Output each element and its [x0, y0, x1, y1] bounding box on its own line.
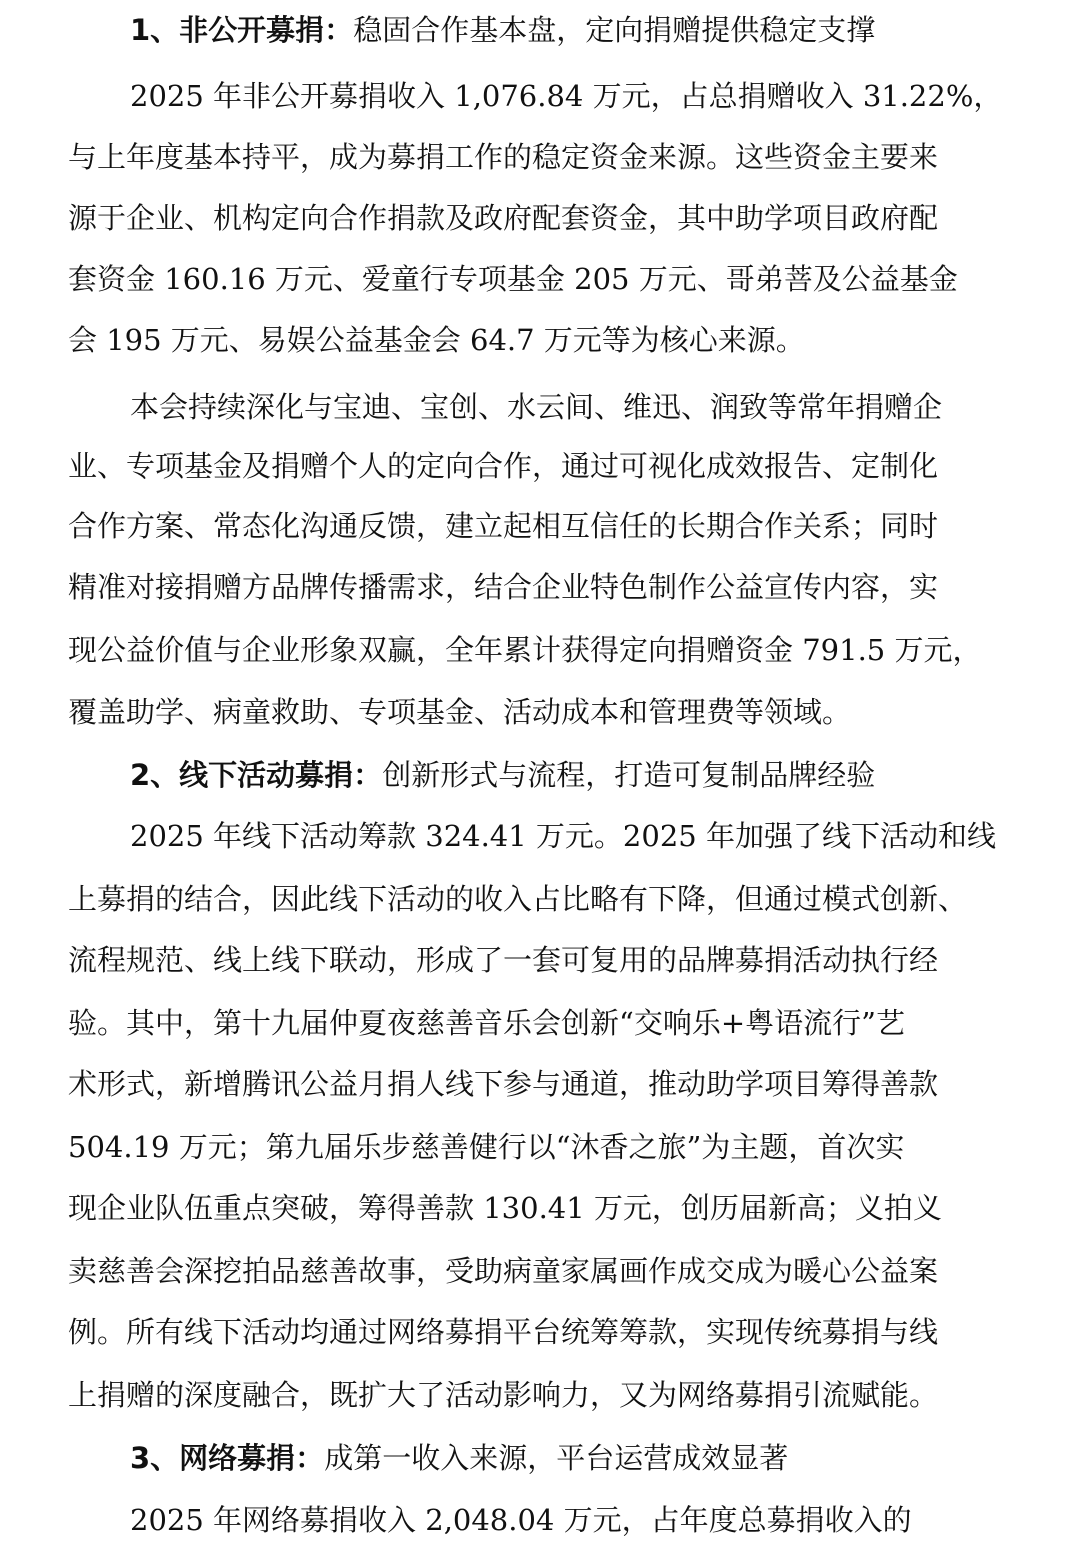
paragraph-line: 合作方案、常态化沟通反馈，建立起相互信任的长期合作关系；同时: [68, 509, 939, 543]
paragraph-line: 现公益价值与企业形象双赢，全年累计获得定向捐赠资金 791.5 万元，: [68, 633, 982, 667]
section-2-heading: [130, 745, 1020, 805]
paragraph-line: 本会持续深化与宝迪、宝创、水云间、维迅、润致等常年捐赠企: [130, 390, 943, 424]
paragraph-line: 覆盖助学、病童救助、专项基金、活动成本和管理费等领域。: [68, 695, 852, 729]
paragraph-line: 2025 年线下活动筹款 324.41 万元。2025 年加强了线下活动和线: [130, 819, 996, 853]
section-3-heading-label: 3、网络募捐：: [130, 1441, 325, 1475]
paragraph-line: 例。所有线下活动均通过网络募捐平台统筹筹款，实现传统募捐与线: [68, 1315, 939, 1349]
paragraph-line: 术形式，新增腾讯公益月捐人线下参与通道，推动助学项目筹得善款: [68, 1067, 939, 1101]
section-1-heading-subtitle: 稳固合作基本盘，定向捐赠提供稳定支撑: [353, 13, 876, 47]
section-1-heading: [130, 0, 1020, 60]
paragraph-line: 与上年度基本持平，成为募捐工作的稳定资金来源。这些资金主要来: [68, 140, 939, 174]
paragraph-line: 流程规范、线上线下联动，形成了一套可复用的品牌募捐活动执行经: [68, 943, 939, 977]
section-2-heading-subtitle: 创新形式与流程，打造可复制品牌经验: [382, 758, 876, 792]
paragraph-line: 上捐赠的深度融合，既扩大了活动影响力，又为网络募捐引流赋能。: [68, 1378, 939, 1412]
section-1-heading-label: 1、非公开募捐：: [130, 13, 354, 47]
paragraph-line: 会 195 万元、易娱公益基金会 64.7 万元等为核心来源。: [68, 323, 805, 357]
paragraph-line: 套资金 160.16 万元、爱童行专项基金 205 万元、哥弟菩及公益基金: [68, 262, 958, 296]
paragraph-line: 现企业队伍重点突破，筹得善款 130.41 万元，创历届新高；义拍义: [68, 1191, 942, 1225]
section-3-heading: [130, 1428, 1020, 1488]
paragraph-line: 卖慈善会深挖拍品慈善故事，受助病童家属画作成交成为暖心公益案: [68, 1254, 939, 1288]
paragraph-line: 2025 年非公开募捐收入 1,076.84 万元，占总捐赠收入 31.22%，: [130, 79, 1003, 113]
paragraph-line: 精准对接捐赠方品牌传播需求，结合企业特色制作公益宣传内容，实: [68, 570, 939, 604]
paragraph-line: 504.19 万元；第九届乐步慈善健行以“沐香之旅”为主题，首次实: [68, 1130, 905, 1164]
section-3-heading-subtitle: 成第一收入来源，平台运营成效显著: [324, 1441, 789, 1475]
paragraph-line: 验。其中，第十九届仲夏夜慈善音乐会创新“交响乐+粤语流行”艺: [68, 1006, 905, 1040]
paragraph-line: 源于企业、机构定向合作捐款及政府配套资金，其中助学项目政府配: [68, 201, 939, 235]
paragraph-line: 2025 年网络募捐收入 2,048.04 万元，占年度总募捐收入的: [130, 1503, 912, 1537]
paragraph-line: 业、专项基金及捐赠个人的定向合作，通过可视化成效报告、定制化: [68, 449, 939, 483]
section-2-heading-label: 2、线下活动募捐：: [130, 758, 383, 792]
paragraph-line: 上募捐的结合，因此线下活动的收入占比略有下降，但通过模式创新、: [68, 882, 968, 916]
